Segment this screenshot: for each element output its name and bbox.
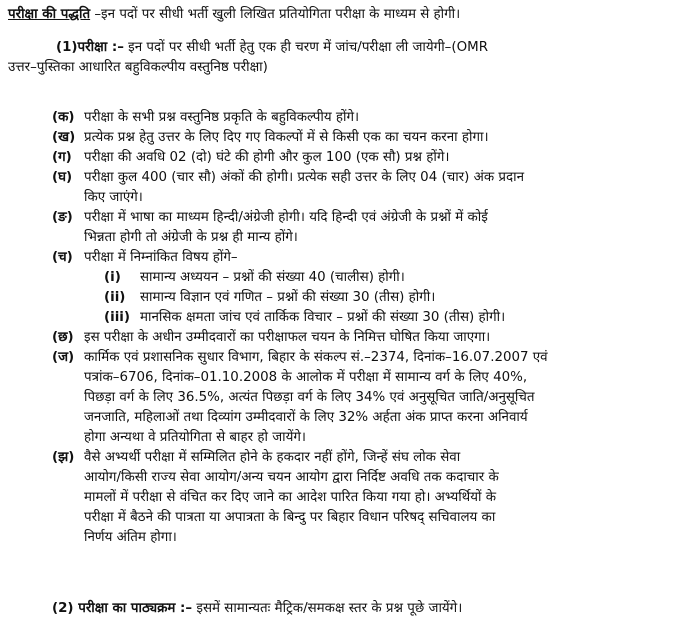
- subject-text: मानसिक क्षमता जांच एवं तार्किक विचार – प्रश्नों की संख्या 30 (तीस) होगी।: [140, 310, 506, 325]
- item-text: परीक्षा कुल 400 (चार सौ) अंकों की होगी। प्रत्येक सही उत्तर के लिए 04 (चार) अंक प्रदान: [84, 170, 525, 185]
- subject-marker: (i): [104, 270, 121, 285]
- item-text: इस परीक्षा के अधीन उम्मीदवारों का परीक्षाफल चयन के निमित्त घोषित किया जाएगा।: [84, 330, 491, 345]
- item-marker: (ग): [52, 150, 72, 165]
- item-text: आयोग/किसी राज्य सेवा आयोग/अन्य चयन आयोग द्वारा निर्दिष्ट अवधि तक कदाचार के: [84, 470, 499, 485]
- subject-item: [52, 288, 684, 308]
- list-item: [52, 148, 684, 168]
- item-text: भिन्नता होगी तो अंग्रेजी के प्रश्न ही मान्य होंगे।: [84, 230, 298, 245]
- exam-method-title: परीक्षा की पद्धति: [8, 7, 91, 22]
- item-text: पिछड़ा वर्ग के लिए 36.5%, अत्यंत पिछड़ा वर्ग के लिए 34% एवं अनुसूचित जाति/अनुसूचित: [84, 390, 535, 405]
- section-1-label: (1)परीक्षा :–: [56, 40, 124, 55]
- section-1-line-1: इन पदों पर सीधी भर्ती हेतु एक ही चरण में जांच/परीक्षा ली जायेगी–(OMR: [123, 40, 488, 55]
- item-marker: (ङ): [52, 210, 73, 225]
- list-item: [52, 108, 684, 128]
- subject-marker: (ii): [104, 290, 126, 305]
- item-marker: (घ): [52, 170, 73, 185]
- exam-rules-list: [52, 108, 684, 548]
- item-text: प्रत्येक प्रश्न हेतु उत्तर के लिए दिए गए विकल्पों में से किसी एक का चयन करना होगा।: [84, 130, 489, 145]
- item-text: किए जाएंगे।: [84, 190, 143, 205]
- list-item: [52, 448, 684, 548]
- subject-marker: (iii): [104, 310, 131, 325]
- exam-method-heading: [8, 5, 460, 25]
- item-text: वैसे अभ्यर्थी परीक्षा में सम्मिलित होने के हकदार नहीं होंगे, जिन्हें संघ लोक सेवा: [84, 450, 461, 465]
- item-text: होगा अन्यथा वे प्रतियोगिता से बाहर हो जायेंगे।: [84, 430, 306, 445]
- item-text: निर्णय अंतिम होगा।: [84, 530, 177, 545]
- item-marker: (ख): [52, 130, 76, 145]
- list-item: [52, 168, 684, 208]
- section-2-label: (2) परीक्षा का पाठ्यक्रम :–: [52, 601, 193, 616]
- item-text: परीक्षा की अवधि 02 (दो) घंटे की होगी और कुल 100 (एक सौ) प्रश्न होंगे।: [84, 150, 450, 165]
- list-item: [52, 248, 684, 268]
- item-text: परीक्षा में बैठने की पात्रता या अपात्रता के बिन्दु पर बिहार विधान परिषद् सचिवालय का: [84, 510, 496, 525]
- item-marker: (छ): [52, 330, 74, 345]
- section-2-paragraph: [52, 599, 462, 619]
- item-text: मामलों में परीक्षा से वंचित कर दिए जाने का आदेश पारित किया गया हो। अभ्यर्थियों के: [84, 490, 497, 505]
- section-1-line-2: उत्तर–पुस्तिका आधारित बहुविकल्पीय वस्तुनिष्ठ परीक्षा): [8, 60, 268, 75]
- item-text: परीक्षा के सभी प्रश्न वस्तुनिष्ठ प्रकृति के बहुविकल्पीय होंगे।: [84, 110, 360, 125]
- item-marker: (झ): [52, 450, 75, 465]
- subject-item: [52, 268, 684, 288]
- list-item: [52, 328, 684, 348]
- item-text: जनजाति, महिलाओं तथा दिव्यांग उम्मीदवारों के लिए 32% अर्हता अंक प्राप्त करना अनिवार्य: [84, 410, 528, 425]
- subject-item: [52, 308, 684, 328]
- section-1-paragraph: [8, 38, 488, 78]
- subject-text: सामान्य विज्ञान एवं गणित – प्रश्नों की संख्या 30 (तीस) होगी।: [140, 290, 436, 305]
- subject-text: सामान्य अध्ययन – प्रश्नों की संख्या 40 (चालीस) होगी।: [140, 270, 405, 285]
- item-text: परीक्षा में निम्नांकित विषय होंगे–: [84, 250, 238, 265]
- item-marker: (क): [52, 110, 75, 125]
- item-text: कार्मिक एवं प्रशासनिक सुधार विभाग, बिहार के संकल्प सं.–2374, दिनांक–16.07.2007 एवं: [84, 350, 548, 365]
- item-marker: (ज): [52, 350, 75, 365]
- exam-method-intro: –इन पदों पर सीधी भर्ती खुली लिखित प्रतियोगिता परीक्षा के माध्यम से होगी।: [90, 7, 461, 22]
- list-item: [52, 128, 684, 148]
- list-item: [52, 348, 684, 448]
- item-text: परीक्षा में भाषा का माध्यम हिन्दी/अंग्रेजी होगी। यदि हिन्दी एवं अंग्रेजी के प्रश्नों में कोई: [84, 210, 488, 225]
- item-marker: (च): [52, 250, 73, 265]
- list-item: [52, 208, 684, 248]
- section-2-text: इसमें सामान्यतः मैट्रिक/समकक्ष स्तर के प्रश्न पूछे जायेंगे।: [192, 601, 463, 616]
- item-text: पत्रांक–6706, दिनांक–01.10.2008 के आलोक में परीक्षा में सामान्य वर्ग के लिए 40%,: [84, 370, 528, 385]
